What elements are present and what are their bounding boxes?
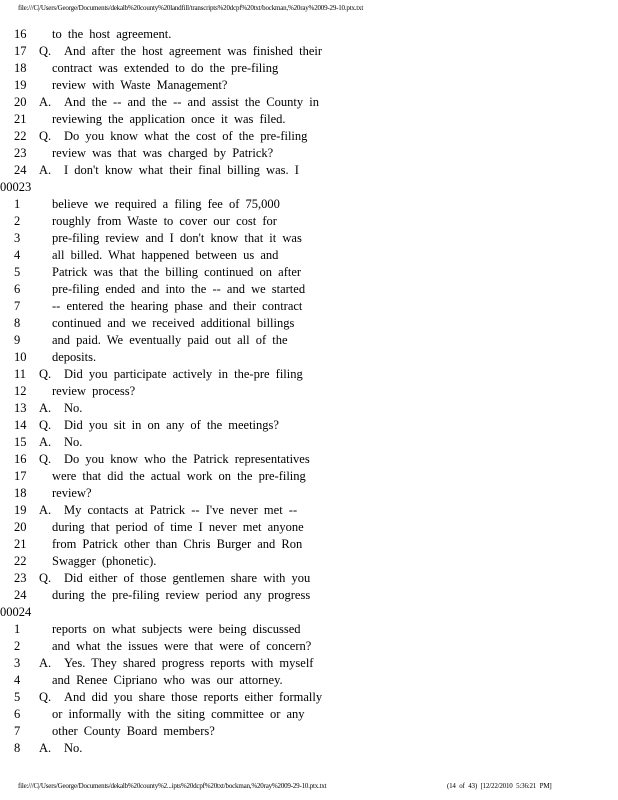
line-text: other County Board members? [52,724,215,738]
line-number: 5 [14,690,21,704]
line-text: Do you know who the Patrick representatives [64,452,310,466]
line-number: 22 [14,554,27,568]
transcript-line [12,111,612,128]
line-text: and paid. We eventually paid out all of the [52,333,288,347]
transcript-line [12,77,612,94]
line-text: and what the issues were that were of concern? [52,639,312,653]
line-number: 8 [14,316,21,330]
transcript-line [12,332,612,349]
transcript-line [12,281,612,298]
file-path-footer: file:///C|/Users/George/Documents/dekalb%20county%2...ipts%20dcpf%20txt/bockman,%20ray%2009-29-10.ptx.txt [18,782,327,790]
transcript-line [12,587,612,604]
line-text: Did either of those gentlemen share with you [64,571,311,585]
line-text: during the pre-filing review period any progress [52,588,311,602]
transcript-line [12,315,612,332]
line-number: 16 [14,27,27,41]
page-info-footer: (14 of 43) [12/22/2010 5:36:21 PM] [447,782,552,790]
speaker-label: A. [39,401,52,415]
transcript-line [12,247,612,264]
transcript-line [12,43,612,60]
line-number: 4 [14,248,21,262]
page-number: 00023 [0,180,32,194]
line-text: No. [64,741,83,755]
line-text: to the host agreement. [52,27,172,41]
line-text: No. [64,401,83,415]
line-text: deposits. [52,350,97,364]
speaker-label: Q. [39,129,52,143]
transcript-line [12,485,612,502]
line-number: 8 [14,741,21,755]
transcript-line [12,264,612,281]
file-path-header: file:///C|/Users/George/Documents/dekalb%20county%20landfill/transcripts%20dcpf%20txt/bockman,%20ray%2009-29-10.ptx.txt [18,4,364,12]
transcript-line [12,145,612,162]
line-number: 9 [14,333,21,347]
line-text: reviewing the application once it was filed. [52,112,286,126]
line-number: 23 [14,571,27,585]
line-text: No. [64,435,83,449]
transcript-line [12,468,612,485]
line-text: -- entered the hearing phase and their contract [52,299,303,313]
line-number: 14 [14,418,27,432]
line-number: 15 [14,435,27,449]
line-number: 1 [14,622,21,636]
line-text: continued and we received additional billings [52,316,295,330]
line-number: 20 [14,520,27,534]
transcript-line [12,706,612,723]
speaker-label: A. [39,741,52,755]
speaker-label: A. [39,435,52,449]
transcript-line [12,723,612,740]
line-text: And the -- and the -- and assist the County in [64,95,319,109]
speaker-label: Q. [39,690,52,704]
speaker-label: A. [39,503,52,517]
page-marker [0,604,612,621]
transcript-line [12,519,612,536]
transcript-line [12,213,612,230]
line-number: 3 [14,656,21,670]
line-text: review? [52,486,92,500]
line-text: Yes. They shared progress reports with myself [64,656,314,670]
transcript-line [12,60,612,77]
transcript-line [12,536,612,553]
line-text: And after the host agreement was finished their [64,44,323,58]
transcript-line [12,451,612,468]
transcript-line [12,128,612,145]
line-number: 11 [14,367,27,381]
line-number: 19 [14,503,27,517]
line-number: 5 [14,265,21,279]
line-number: 21 [14,112,27,126]
line-number: 22 [14,129,27,143]
line-number: 10 [14,350,27,364]
line-number: 2 [14,639,21,653]
transcript-line [12,196,612,213]
speaker-label: Q. [39,452,52,466]
line-text: And did you share those reports either formally [64,690,323,704]
transcript-line [12,230,612,247]
line-text: contract was extended to do the pre-filing [52,61,279,75]
line-number: 4 [14,673,21,687]
line-text: were that did the actual work on the pre-filing [52,469,306,483]
line-number: 6 [14,282,21,296]
page-number: 00024 [0,605,32,619]
transcript-line [12,162,612,179]
transcript-line [12,417,612,434]
transcript-line [12,553,612,570]
line-text: believe we required a filing fee of 75,000 [52,197,280,211]
line-number: 2 [14,214,21,228]
line-text: pre-filing review and I don't know that it was [52,231,302,245]
line-number: 7 [14,299,21,313]
line-text: Do you know what the cost of the pre-filing [64,129,308,143]
line-text: from Patrick other than Chris Burger and Ron [52,537,303,551]
transcript-line [12,621,612,638]
line-number: 21 [14,537,27,551]
line-text: reports on what subjects were being discussed [52,622,301,636]
line-text: all billed. What happened between us and [52,248,279,262]
transcript-line [12,366,612,383]
line-text: review process? [52,384,136,398]
line-number: 12 [14,384,27,398]
line-text: and Renee Cipriano who was our attorney. [52,673,283,687]
transcript-line [12,570,612,587]
speaker-label: A. [39,656,52,670]
speaker-label: Q. [39,571,52,585]
line-number: 18 [14,61,27,75]
transcript-line [12,383,612,400]
line-number: 13 [14,401,27,415]
line-text: review was that was charged by Patrick? [52,146,274,160]
line-text: My contacts at Patrick -- I've never met -- [64,503,298,517]
line-number: 7 [14,724,21,738]
line-number: 24 [14,588,27,602]
line-text: I don't know what their final billing was. I [64,163,299,177]
line-number: 23 [14,146,27,160]
transcript-line [12,94,612,111]
transcript-body [0,26,612,757]
line-number: 1 [14,197,21,211]
line-text: Did you participate actively in the-pre filing [64,367,303,381]
line-number: 3 [14,231,21,245]
speaker-label: Q. [39,367,52,381]
line-number: 19 [14,78,27,92]
transcript-line [12,26,612,43]
speaker-label: Q. [39,44,52,58]
transcript-line [12,400,612,417]
transcript-line [12,434,612,451]
line-number: 6 [14,707,21,721]
speaker-label: A. [39,163,52,177]
line-text: roughly from Waste to cover our cost for [52,214,277,228]
page-marker [0,179,612,196]
transcript-line [12,298,612,315]
transcript-line [12,638,612,655]
speaker-label: A. [39,95,52,109]
line-text: Patrick was that the billing continued on after [52,265,302,279]
transcript-line [12,349,612,366]
line-number: 16 [14,452,27,466]
transcript-line [12,655,612,672]
transcript-line [12,672,612,689]
transcript-line [12,740,612,757]
line-number: 24 [14,163,27,177]
line-number: 20 [14,95,27,109]
transcript-line [12,502,612,519]
line-text: review with Waste Management? [52,78,228,92]
speaker-label: Q. [39,418,52,432]
line-text: Swagger (phonetic). [52,554,157,568]
line-text: or informally with the siting committee or any [52,707,305,721]
line-number: 18 [14,486,27,500]
line-text: during that period of time I never met anyone [52,520,304,534]
line-number: 17 [14,44,27,58]
transcript-line [12,689,612,706]
line-text: pre-filing ended and into the -- and we started [52,282,306,296]
line-number: 17 [14,469,27,483]
line-text: Did you sit in on any of the meetings? [64,418,279,432]
